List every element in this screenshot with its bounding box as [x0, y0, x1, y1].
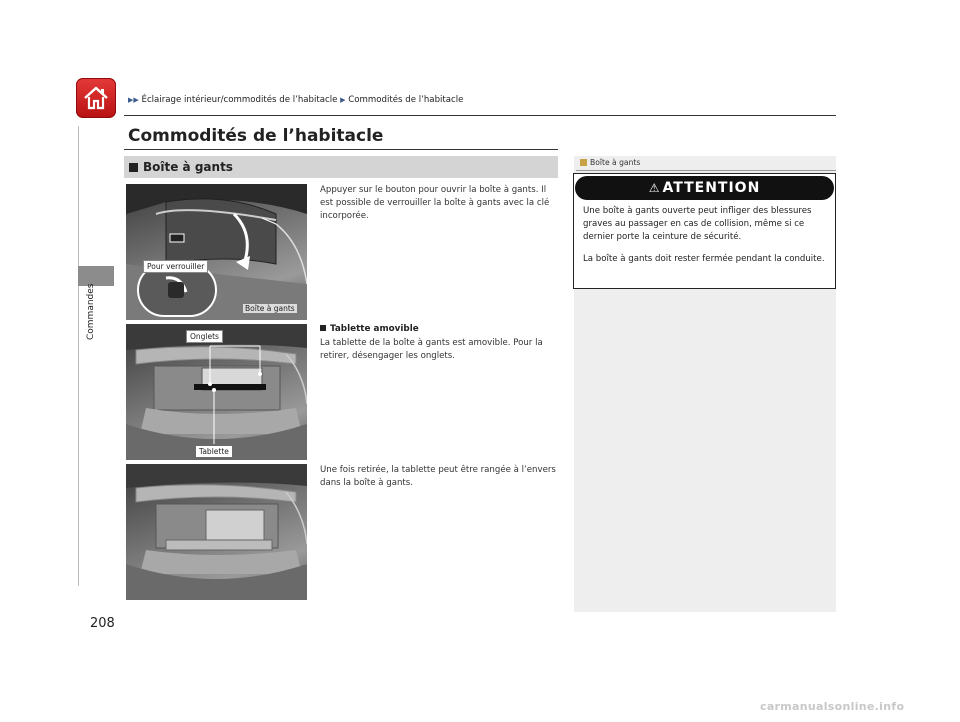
home-icon — [82, 84, 110, 112]
stored-shelf-photo — [126, 464, 307, 600]
watermark: carmanualsonline.info — [760, 700, 905, 713]
paragraph-3: Une fois retirée, la tablette peut être rangée à l’envers dans la boîte à gants. — [320, 465, 556, 488]
removable-shelf-photo — [126, 324, 307, 460]
sidebar-tab[interactable] — [78, 266, 114, 286]
warning-text-1: Une boîte à gants ouverte peut infliger des blessures graves au passager en cas de collision, même si ce dernier porte la ceinture de sécurité. — [583, 206, 812, 242]
warning-title: ATTENTION — [662, 180, 761, 196]
breadcrumb-item[interactable]: Commodités de l’habitacle — [348, 95, 464, 105]
glove-box-photo — [126, 184, 307, 320]
sidebar-label: Commandes — [86, 283, 96, 340]
callout-glove-box: Boîte à gants — [245, 304, 295, 313]
note-header-label: Boîte à gants — [590, 158, 641, 167]
warning-triangle-icon: ⚠ — [648, 181, 661, 195]
breadcrumb-item[interactable]: Éclairage intérieur/commodités de l’habitacle — [141, 95, 338, 105]
subsection-square-icon — [320, 325, 326, 331]
breadcrumb-arrow-icon: ▶▶ — [128, 96, 139, 104]
callout-shelf: Tablette — [196, 446, 232, 457]
breadcrumb — [128, 95, 463, 105]
subsection-heading — [320, 324, 419, 334]
paragraph-2: La tablette de la boîte à gants est amovible. Pour la retirer, désengager les onglets. — [320, 338, 543, 361]
paragraph-1: Appuyer sur le bouton pour ouvrir la boîte à gants. Il est possible de verrouiller la boîte à gants avec la clé incorporée. — [320, 185, 550, 221]
page-title: Commodités de l’habitacle — [128, 126, 384, 146]
callout-lock: Pour verrouiller — [143, 260, 208, 273]
breadcrumb-arrow-icon: ▶ — [340, 96, 346, 104]
warning-text-2: La boîte à gants doit rester fermée pendant la conduite. — [583, 254, 825, 264]
sidebar-line — [78, 126, 79, 586]
page-number: 208 — [90, 616, 115, 631]
section-square-icon — [129, 163, 138, 172]
section-header — [124, 156, 558, 178]
callout-tabs: Onglets — [186, 330, 223, 343]
section-title: Boîte à gants — [143, 160, 233, 174]
header-rule — [124, 115, 836, 116]
title-rule — [124, 149, 558, 150]
note-marker-icon — [580, 159, 587, 166]
note-rule — [576, 170, 836, 171]
warning-header — [575, 176, 834, 200]
note-header — [580, 158, 640, 167]
home-button[interactable] — [76, 78, 116, 118]
subsection-title: Tablette amovible — [330, 324, 419, 334]
